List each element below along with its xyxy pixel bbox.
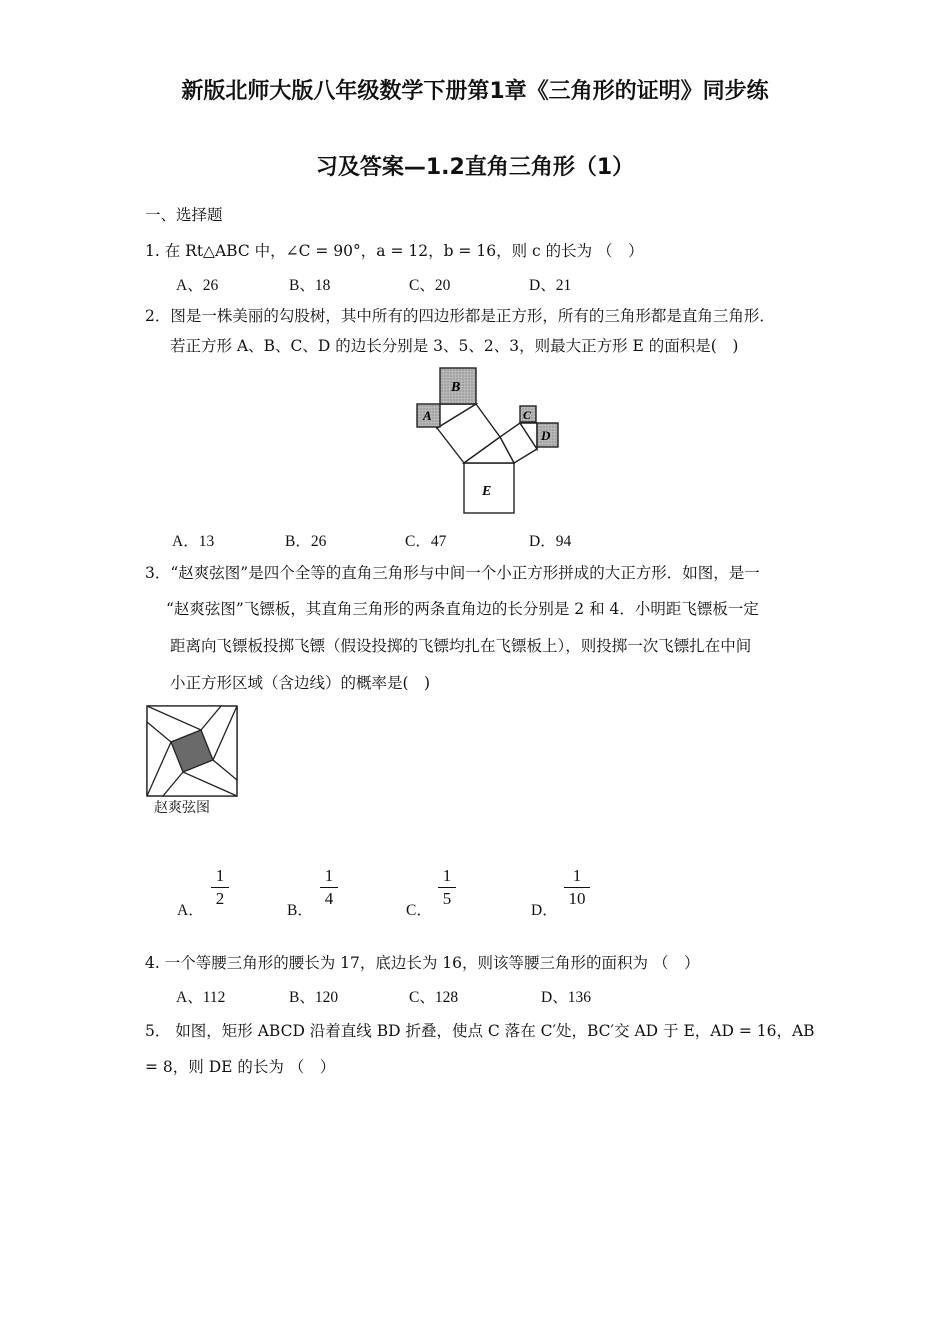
zhao-shuang-diagram — [145, 704, 239, 798]
question-1-option-b: B、18 — [289, 277, 331, 294]
question-5-stem-line-1: 5． 如图，矩形 ABCD 沿着直线 BD 折叠，使点 C 落在 C′处，BC′交 AD 于 E，AD = 16，AB — [145, 1022, 815, 1040]
question-3-option-c-fraction — [438, 866, 456, 909]
denominator: 5 — [442, 889, 452, 908]
question-1-stem: 1. 在 Rt△ABC 中，∠C = 90°，a = 12，b = 16，则 c 的长为 （ ） — [145, 242, 644, 260]
question-3-option-c-letter: C． — [406, 902, 432, 919]
question-3-option-b-fraction — [320, 866, 338, 909]
question-2-stem-line-1: 2．图是一株美丽的勾股树，其中所有的四边形都是正方形，所有的三角形都是直角三角形． — [145, 307, 775, 325]
question-1-option-a: A、26 — [176, 277, 219, 294]
question-2-option-d: D．94 — [529, 533, 572, 550]
question-3-option-b-letter: B． — [287, 902, 313, 919]
page-title-line-1: 新版北师大版八年级数学下册第1章《三角形的证明》同步练 — [181, 79, 769, 104]
denominator: 10 — [568, 889, 586, 908]
question-3-stem-line-4: 小正方形区域（含边线）的概率是( ) — [170, 674, 431, 692]
question-2-option-c: C．47 — [405, 533, 447, 550]
question-3-stem-line-1: 3．“赵爽弦图”是四个全等的直角三角形与中间一个小正方形拼成的大正方形．如图，是一 — [145, 564, 760, 582]
question-3-option-d-letter: D． — [531, 902, 558, 919]
question-2-stem-line-2: 若正方形 A、B、C、D 的边长分别是 3、5、2、3，则最大正方形 E 的面积是( ) — [170, 337, 739, 355]
numerator: 1 — [442, 866, 452, 885]
denominator: 4 — [324, 889, 334, 908]
question-3-stem-line-3: 距离向飞镖板投掷飞镖（假设投掷的飞镖均扎在飞镖板上），则投掷一次飞镖扎在中间 — [170, 637, 752, 655]
figure-label-b: B — [451, 380, 461, 395]
pythagoras-tree-figure — [400, 360, 580, 520]
question-3-stem-line-2: “赵爽弦图”飞镖板，其直角三角形的两条直角边的长分别是 2 和 4．小明距飞镖板一定 — [166, 600, 759, 618]
figure-label-d: D — [541, 428, 551, 443]
question-2-option-b: B．26 — [285, 533, 327, 550]
question-3-option-a-letter: A． — [177, 902, 204, 919]
numerator: 1 — [215, 866, 225, 885]
question-4-option-a: A、112 — [176, 989, 226, 1006]
figure-caption: 赵爽弦图 — [154, 800, 210, 816]
question-2-option-a: A．13 — [172, 533, 215, 550]
numerator: 1 — [324, 866, 334, 885]
question-4-option-d: D、136 — [541, 989, 591, 1006]
question-5-stem-line-2: = 8，则 DE 的长为 （ ） — [145, 1058, 336, 1076]
question-4-option-b: B、120 — [289, 989, 339, 1006]
question-1-option-d: D、21 — [529, 277, 572, 294]
question-3-option-d-fraction — [564, 866, 590, 909]
figure-label-a: A — [423, 408, 432, 423]
numerator: 1 — [572, 866, 582, 885]
denominator: 2 — [215, 889, 225, 908]
question-4-stem: 4. 一个等腰三角形的腰长为 17，底边长为 16，则该等腰三角形的面积为 （ ） — [145, 954, 700, 972]
figure-label-e: E — [482, 484, 492, 499]
question-1-option-c: C、20 — [409, 277, 451, 294]
page-title-line-2: 习及答案—1.2直角三角形（1） — [315, 155, 635, 180]
figure-label-c: C — [523, 408, 532, 422]
section-heading: 一、选择题 — [145, 206, 223, 224]
question-3-option-a-fraction — [211, 866, 229, 909]
question-4-option-c: C、128 — [409, 989, 459, 1006]
